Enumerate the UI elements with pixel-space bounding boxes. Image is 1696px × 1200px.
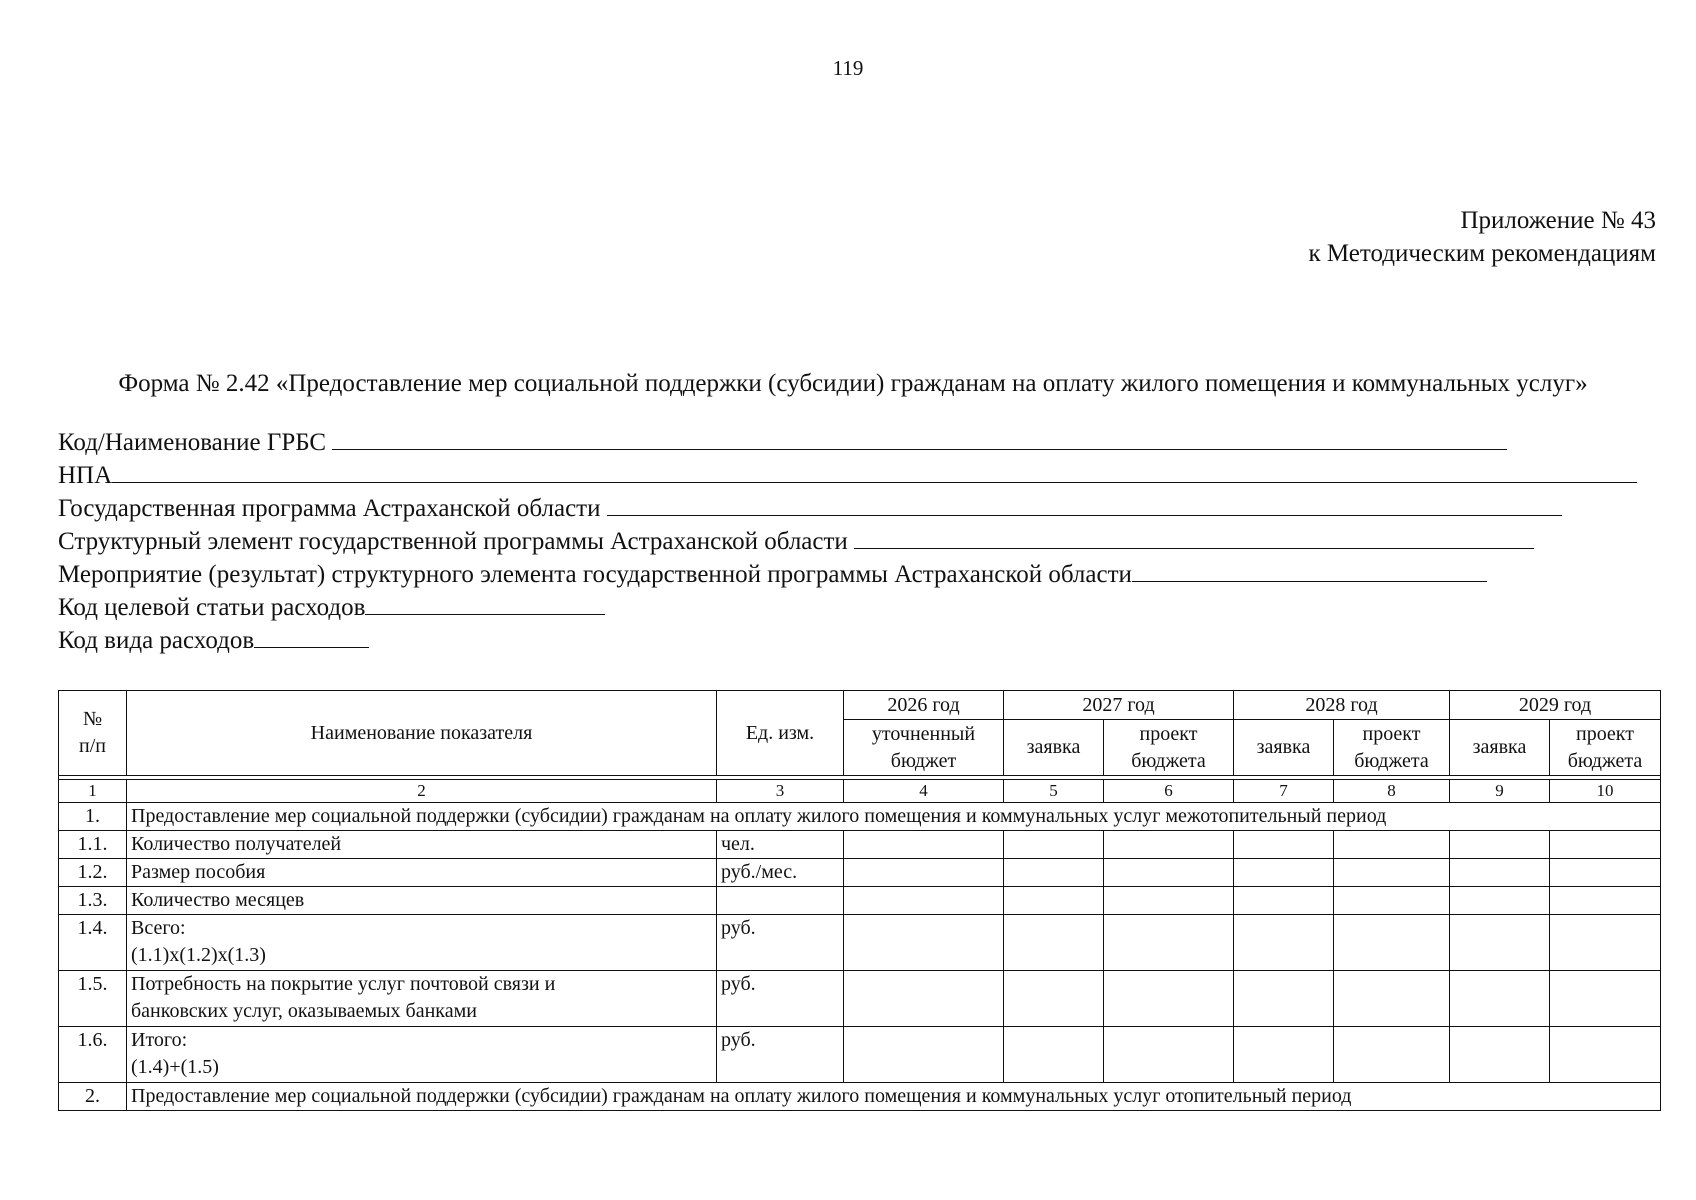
value-cell[interactable]: [1550, 831, 1661, 859]
column-number-row: [59, 780, 1661, 803]
field-expense-type-line[interactable]: [254, 623, 369, 648]
row-num: 1.3.: [59, 887, 127, 915]
value-cell[interactable]: [1004, 1027, 1104, 1083]
field-structural-element-label: Структурный элемент государственной программы Астраханской области: [58, 528, 848, 555]
field-npa-line[interactable]: [112, 458, 1637, 483]
field-activity-label: Мероприятие (результат) структурного элемента государственной программы Астраханской области: [58, 561, 1132, 588]
field-target-code: [58, 590, 605, 623]
value-cell[interactable]: [1450, 831, 1550, 859]
value-cell[interactable]: [1104, 971, 1234, 1027]
value-cell[interactable]: [1004, 887, 1104, 915]
value-cell[interactable]: [844, 1027, 1004, 1083]
row-name: [127, 915, 717, 971]
appendix-note: [1308, 204, 1656, 270]
column-number: 7: [1234, 780, 1334, 803]
row-num: 2.: [59, 1083, 127, 1111]
row-num: 1.: [59, 803, 127, 831]
value-cell[interactable]: [1234, 831, 1334, 859]
value-cell[interactable]: [1550, 915, 1661, 971]
table-row: [59, 887, 1661, 915]
value-cell[interactable]: [1234, 859, 1334, 887]
row-unit: руб.: [717, 971, 844, 1027]
column-number: 9: [1450, 780, 1550, 803]
value-cell[interactable]: [1104, 1027, 1234, 1083]
table-row-section-1: [59, 803, 1661, 831]
value-cell[interactable]: [1234, 887, 1334, 915]
table-row: [59, 1027, 1661, 1083]
indicator-table: [58, 690, 1661, 1111]
row-num: 1.2.: [59, 859, 127, 887]
section-title: Предоставление мер социальной поддержки (субсидии) гражданам на оплату жилого помещения и коммунальных услуг межотопительный период: [127, 803, 1661, 831]
row-unit: руб./мес.: [717, 859, 844, 887]
row-name-line-2: банковских услуг, оказываемых банками: [131, 1000, 477, 1022]
row-num: 1.6.: [59, 1027, 127, 1083]
row-unit: руб.: [717, 1027, 844, 1083]
field-structural-element: [58, 524, 1534, 557]
column-number: 2: [127, 780, 717, 803]
field-target-code-line[interactable]: [365, 590, 605, 615]
row-unit: руб.: [717, 915, 844, 971]
value-cell[interactable]: [1004, 831, 1104, 859]
field-program-label: Государственная программа Астраханской области: [58, 495, 601, 522]
row-name: Количество получателей: [127, 831, 717, 859]
row-name-line-2: (1.4)+(1.5): [131, 1056, 219, 1078]
field-program-line[interactable]: [607, 491, 1562, 516]
header-year-2026: 2026 год: [844, 691, 1004, 720]
value-cell[interactable]: [1450, 915, 1550, 971]
value-cell[interactable]: [844, 887, 1004, 915]
row-name: Количество месяцев: [127, 887, 717, 915]
value-cell[interactable]: [844, 831, 1004, 859]
value-cell[interactable]: [1234, 971, 1334, 1027]
value-cell[interactable]: [1104, 915, 1234, 971]
field-npa: [58, 458, 1637, 491]
value-cell[interactable]: [1550, 1027, 1661, 1083]
header-2028-draft: проект бюджета: [1334, 720, 1450, 776]
row-unit: чел.: [717, 831, 844, 859]
header-name: Наименование показателя: [127, 691, 717, 776]
appendix-line-2: к Методическим рекомендациям: [1308, 240, 1656, 267]
row-num: 1.4.: [59, 915, 127, 971]
value-cell[interactable]: [1334, 859, 1450, 887]
value-cell[interactable]: [1334, 831, 1450, 859]
row-name-line-1: Потребность на покрытие услуг почтовой связи и: [131, 973, 556, 995]
value-cell[interactable]: [1004, 915, 1104, 971]
value-cell[interactable]: [1334, 1027, 1450, 1083]
field-target-code-label: Код целевой статьи расходов: [58, 594, 366, 621]
value-cell[interactable]: [844, 859, 1004, 887]
header-2029-draft: проект бюджета: [1550, 720, 1661, 776]
header-2028-request: заявка: [1234, 720, 1334, 776]
field-activity: [58, 557, 1487, 590]
table-row: [59, 915, 1661, 971]
column-number: 8: [1334, 780, 1450, 803]
value-cell[interactable]: [1334, 971, 1450, 1027]
header-num: № п/п: [59, 691, 127, 776]
header-year-2028: 2028 год: [1234, 691, 1450, 720]
value-cell[interactable]: [1334, 915, 1450, 971]
value-cell[interactable]: [1234, 915, 1334, 971]
column-number: 4: [844, 780, 1004, 803]
field-program: [58, 491, 1562, 524]
value-cell[interactable]: [1234, 1027, 1334, 1083]
table-row: [59, 971, 1661, 1027]
header-year-2029: 2029 год: [1450, 691, 1661, 720]
value-cell[interactable]: [1550, 859, 1661, 887]
field-grbs-line[interactable]: [332, 425, 1507, 450]
table-row-section-2: [59, 1083, 1661, 1111]
header-year-2027: 2027 год: [1004, 691, 1234, 720]
row-name-line-1: Итого:: [131, 1029, 188, 1051]
value-cell[interactable]: [1104, 887, 1234, 915]
value-cell[interactable]: [1450, 1027, 1550, 1083]
value-cell[interactable]: [1004, 971, 1104, 1027]
value-cell[interactable]: [1104, 859, 1234, 887]
field-grbs-label: Код/Наименование ГРБС: [58, 429, 327, 456]
value-cell[interactable]: [844, 971, 1004, 1027]
column-number: 6: [1104, 780, 1234, 803]
form-title: Форма № 2.42 «Предоставление мер социальной поддержки (субсидии) гражданам на оплату жилого помещения и коммунальных услуг»: [118, 370, 1588, 397]
row-name: [127, 1027, 717, 1083]
section-title: Предоставление мер социальной поддержки (субсидии) гражданам на оплату жилого помещения и коммунальных услуг отопительный период: [127, 1083, 1661, 1111]
page-number: 119: [832, 56, 864, 80]
value-cell[interactable]: [1550, 971, 1661, 1027]
row-num: 1.1.: [59, 831, 127, 859]
field-grbs: [58, 425, 1507, 458]
column-number: 10: [1550, 780, 1661, 803]
value-cell[interactable]: [844, 915, 1004, 971]
header-2027-request: заявка: [1004, 720, 1104, 776]
field-expense-type-label: Код вида расходов: [58, 627, 255, 654]
field-npa-label: НПА: [58, 462, 113, 489]
row-name-line-2: (1.1)х(1.2)х(1.3): [131, 944, 266, 966]
value-cell[interactable]: [1334, 887, 1450, 915]
header-2029-request: заявка: [1450, 720, 1550, 776]
value-cell[interactable]: [1450, 971, 1550, 1027]
value-cell[interactable]: [1450, 887, 1550, 915]
row-name-line-1: Всего:: [131, 917, 186, 939]
column-number: 5: [1004, 780, 1104, 803]
column-number: 1: [59, 780, 127, 803]
column-number: 3: [717, 780, 844, 803]
header-2027-draft: проект бюджета: [1104, 720, 1234, 776]
field-activity-line[interactable]: [1132, 557, 1487, 582]
value-cell[interactable]: [1450, 859, 1550, 887]
row-num: 1.5.: [59, 971, 127, 1027]
header-unit: Ед. изм.: [717, 691, 844, 776]
value-cell[interactable]: [1550, 887, 1661, 915]
field-structural-element-line[interactable]: [854, 524, 1534, 549]
table-row: [59, 831, 1661, 859]
row-name: [127, 971, 717, 1027]
header-2026-refined-budget: уточненный бюджет: [844, 720, 1004, 776]
field-expense-type: [58, 623, 369, 656]
row-name: Размер пособия: [127, 859, 717, 887]
appendix-line-1: Приложение № 43: [1460, 207, 1656, 234]
value-cell[interactable]: [1104, 831, 1234, 859]
row-unit: [717, 887, 844, 915]
value-cell[interactable]: [1004, 859, 1104, 887]
table-row: [59, 859, 1661, 887]
